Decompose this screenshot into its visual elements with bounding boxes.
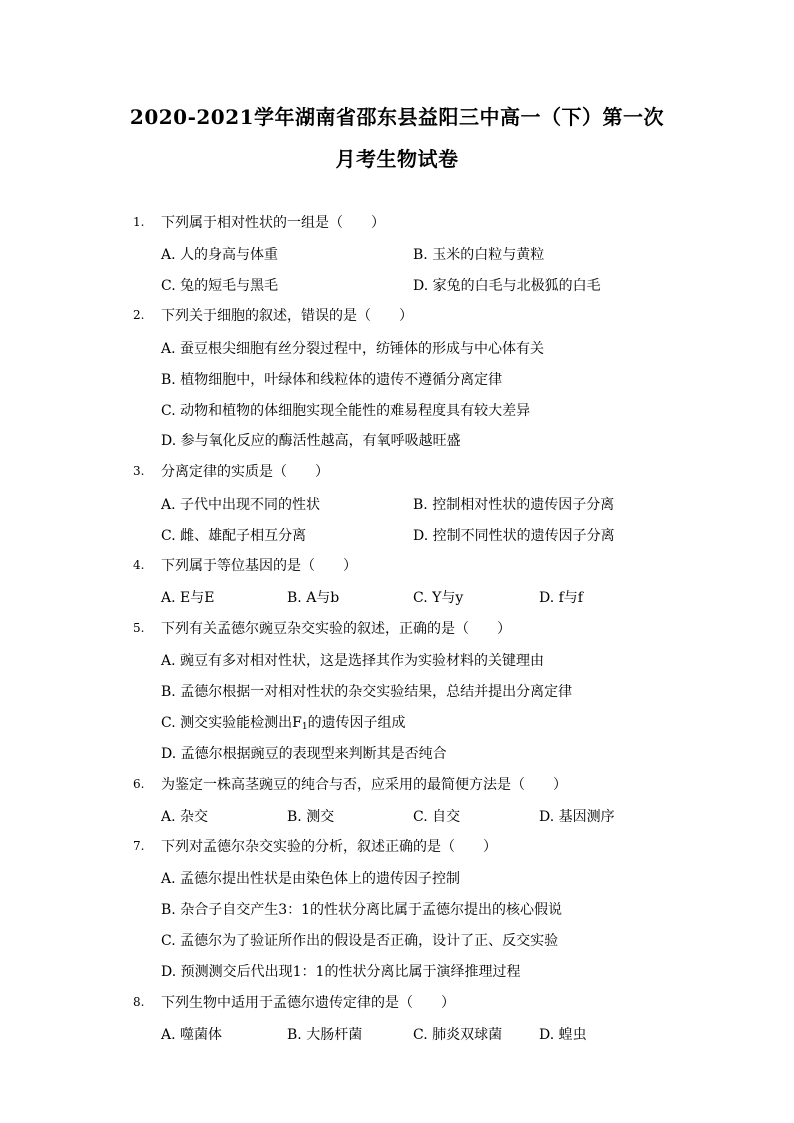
option-a: A. 孟德尔提出性状是由染色体上的遗传因子控制 — [161, 871, 461, 887]
question-stem: 下列属于相对性状的一组是（ ） — [161, 215, 385, 231]
question-stem: 为鉴定一株高茎豌豆的纯合与否，应采用的最简便方法是（ ） — [161, 777, 567, 793]
option-d: D. 孟德尔根据豌豆的表现型来判断其是否纯合 — [161, 746, 447, 762]
question-stem: 下列生物中适用于孟德尔遗传定律的是（ ） — [161, 995, 455, 1011]
exam-title-line1: 2020-2021学年湖南省邵东县益阳三中高一（下）第一次 — [129, 105, 665, 129]
option-c-text: C. 测交实验能检测出F — [161, 715, 302, 731]
question-stem: 下列有关孟德尔豌豆杂交实验的叙述，正确的是（ ） — [161, 621, 511, 637]
option-b: B. 杂合子自交产生3：1的性状分离比属于孟德尔提出的核心假说 — [161, 902, 563, 918]
question-6 — [0, 774, 794, 796]
option-b: B. 控制相对性状的遗传因子分离 — [413, 497, 615, 513]
option-d: D. 预测测交后代出现1：1的性状分离比属于演绎推理过程 — [161, 964, 521, 980]
question-4 — [0, 555, 794, 577]
option-d: D. 家兔的白毛与北极狐的白毛 — [413, 278, 601, 294]
question-stem: 下列属于等位基因的是（ ） — [161, 558, 357, 574]
option-c: C. 兔的短毛与黑毛 — [161, 278, 279, 294]
option-b: B. 大肠杆菌 — [287, 1027, 363, 1043]
question-stem: 下列关于细胞的叙述，错误的是（ ） — [161, 308, 413, 324]
option-c: C. 雌、雄配子相互分离 — [161, 528, 307, 544]
question-8 — [0, 992, 794, 1014]
question-number: 4. — [133, 558, 145, 572]
option-d: D. 蝗虫 — [539, 1027, 587, 1043]
question-number: 2. — [133, 308, 145, 322]
option-a: A. 豌豆有多对相对性状，这是选择其作为实验材料的关键理由 — [161, 653, 545, 669]
option-c: C. Y与y — [413, 590, 464, 606]
question-number: 7. — [133, 839, 145, 853]
option-c-tail: 的遗传因子组成 — [307, 715, 406, 731]
option-c: C. 自交 — [413, 809, 461, 825]
question-stem: 分离定律的实质是（ ） — [161, 464, 329, 480]
option-c: C. 肺炎双球菌 — [413, 1027, 503, 1043]
question-stem: 下列对孟德尔杂交实验的分析，叙述正确的是（ ） — [161, 839, 497, 855]
option-b: B. 玉米的白粒与黄粒 — [413, 247, 545, 263]
option-b: B. 植物细胞中，叶绿体和线粒体的遗传不遵循分离定律 — [161, 372, 503, 388]
option-a: A. E与E — [161, 590, 215, 606]
question-5 — [0, 618, 794, 640]
question-number: 3. — [133, 464, 145, 478]
question-number: 1. — [133, 215, 145, 229]
option-a: A. 噬菌体 — [161, 1027, 223, 1043]
option-b: B. A与b — [287, 590, 340, 606]
option-c: C. 动物和植物的体细胞实现全能性的难易程度具有较大差异 — [161, 403, 531, 419]
option-d: D. f与f — [539, 590, 583, 606]
option-a: A. 杂交 — [161, 809, 209, 825]
option-a: A. 子代中出现不同的性状 — [161, 497, 321, 513]
question-1 — [0, 212, 794, 234]
question-number: 6. — [133, 777, 145, 791]
question-7 — [0, 836, 794, 858]
option-d: D. 基因测序 — [539, 809, 615, 825]
option-c — [161, 712, 406, 732]
exam-title-line2: 月考生物试卷 — [335, 147, 459, 171]
question-3 — [0, 461, 794, 483]
option-d: D. 参与氧化反应的酶活性越高，有氧呼吸越旺盛 — [161, 433, 461, 449]
option-a: A. 人的身高与体重 — [161, 247, 279, 263]
option-c: C. 孟德尔为了验证所作出的假设是否正确，设计了正、反交实验 — [161, 933, 559, 949]
subscript-1: 1 — [301, 722, 308, 732]
option-b: B. 孟德尔根据一对相对性状的杂交实验结果，总结并提出分离定律 — [161, 684, 573, 700]
question-number: 8. — [133, 995, 145, 1009]
question-2 — [0, 305, 794, 327]
option-a: A. 蚕豆根尖细胞有丝分裂过程中，纺锤体的形成与中心体有关 — [161, 341, 545, 357]
option-d: D. 控制不同性状的遗传因子分离 — [413, 528, 615, 544]
question-number: 5. — [133, 621, 145, 635]
option-b: B. 测交 — [287, 809, 335, 825]
